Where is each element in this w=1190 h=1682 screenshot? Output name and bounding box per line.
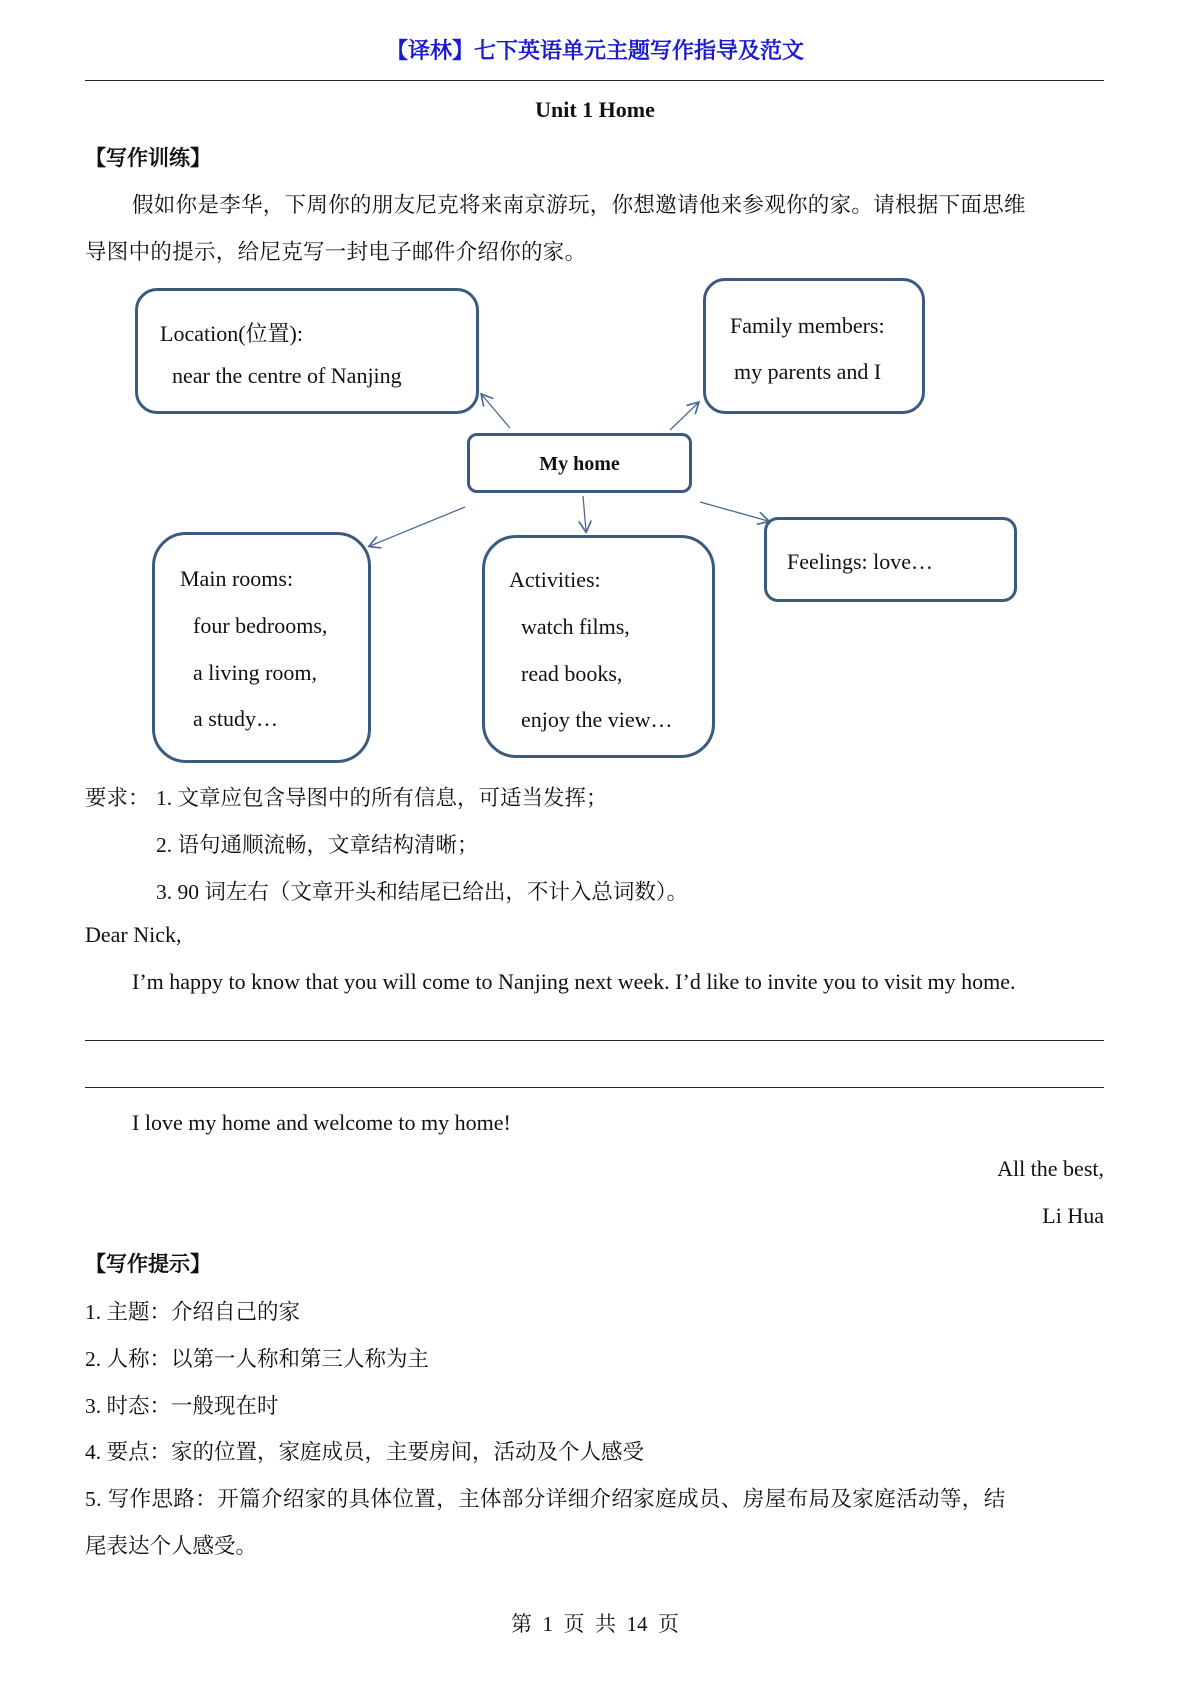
tips-heading: 【写作提示】 [85,1252,211,1276]
unit-title: Unit 1 Home [535,97,655,122]
rooms-item: four bedrooms, [193,613,328,638]
requirement-item: 3. 90 词左右（文章开头和结尾已给出，不计入总词数）。 [156,880,689,904]
mindmap-family-box [703,278,925,414]
letter-closing: I love my home and welcome to my home! [132,1110,511,1135]
requirements-prefix: 要求： [85,786,150,810]
arrow-family [670,403,698,430]
writing-line[interactable] [85,1087,1104,1088]
feelings-label: Feelings: love… [787,549,934,574]
activities-item: enjoy the view… [521,707,673,732]
rooms-item: a study… [193,706,278,731]
mindmap-rooms-box [152,532,371,763]
mindmap-feelings-box [764,517,1017,602]
writing-line[interactable] [85,1040,1104,1041]
tip-item: 2. 人称：以第一人称和第三人称为主 [85,1347,430,1371]
location-label: Location(位置): [160,321,303,346]
center-label: My home [539,453,620,475]
requirement-item: 1. 文章应包含导图中的所有信息，可适当发挥； [156,786,608,810]
prompt-line-2: 导图中的提示，给尼克写一封电子邮件介绍你的家。 [85,240,587,264]
letter-greeting: Dear Nick, [85,922,182,947]
tip-item: 1. 主题：介绍自己的家 [85,1300,301,1324]
family-label: Family members: [730,313,885,338]
prompt-line-1: 假如你是李华，下周你的朋友尼克将来南京游玩，你想邀请他来参观你的家。请根据下面思维 [132,193,1026,217]
training-heading: 【写作训练】 [85,146,211,170]
mindmap-location-box [135,288,479,414]
mindmap-center-box [467,433,692,493]
family-value: my parents and I [734,359,882,384]
location-value: near the centre of Nanjing [172,363,402,388]
rooms-item: a living room, [193,660,318,685]
requirement-item: 2. 语句通顺流畅，文章结构清晰； [156,833,479,857]
arrow-feelings [700,502,768,521]
page-footer: 第 1 页 共 14 页 [511,1612,679,1636]
activities-item: watch films, [521,614,630,639]
tip-item: 5. 写作思路：开篇介绍家的具体位置，主体部分详细介绍家庭成员、房屋布局及家庭活动等，结 [85,1487,1006,1511]
tip-item: 3. 时态：一般现在时 [85,1394,279,1418]
mindmap-activities-box [482,535,715,758]
letter-signoff: All the best, [997,1156,1104,1181]
arrow-activities [583,496,586,531]
document-header-title: 【译林】七下英语单元主题写作指导及范文 [385,39,804,64]
arrow-location [482,395,510,428]
rooms-label: Main rooms: [180,566,294,591]
tip-item: 4. 要点：家的位置，家庭成员，主要房间，活动及个人感受 [85,1440,645,1464]
activities-item: read books, [521,661,623,686]
activities-label: Activities: [509,567,601,592]
tip-item-continuation: 尾表达个人感受。 [85,1534,258,1558]
letter-signature: Li Hua [1042,1203,1104,1228]
arrow-rooms [370,507,465,546]
letter-opening: I’m happy to know that you will come to Nanjing next week. I’d like to invite you to visit my home. [132,969,1016,994]
